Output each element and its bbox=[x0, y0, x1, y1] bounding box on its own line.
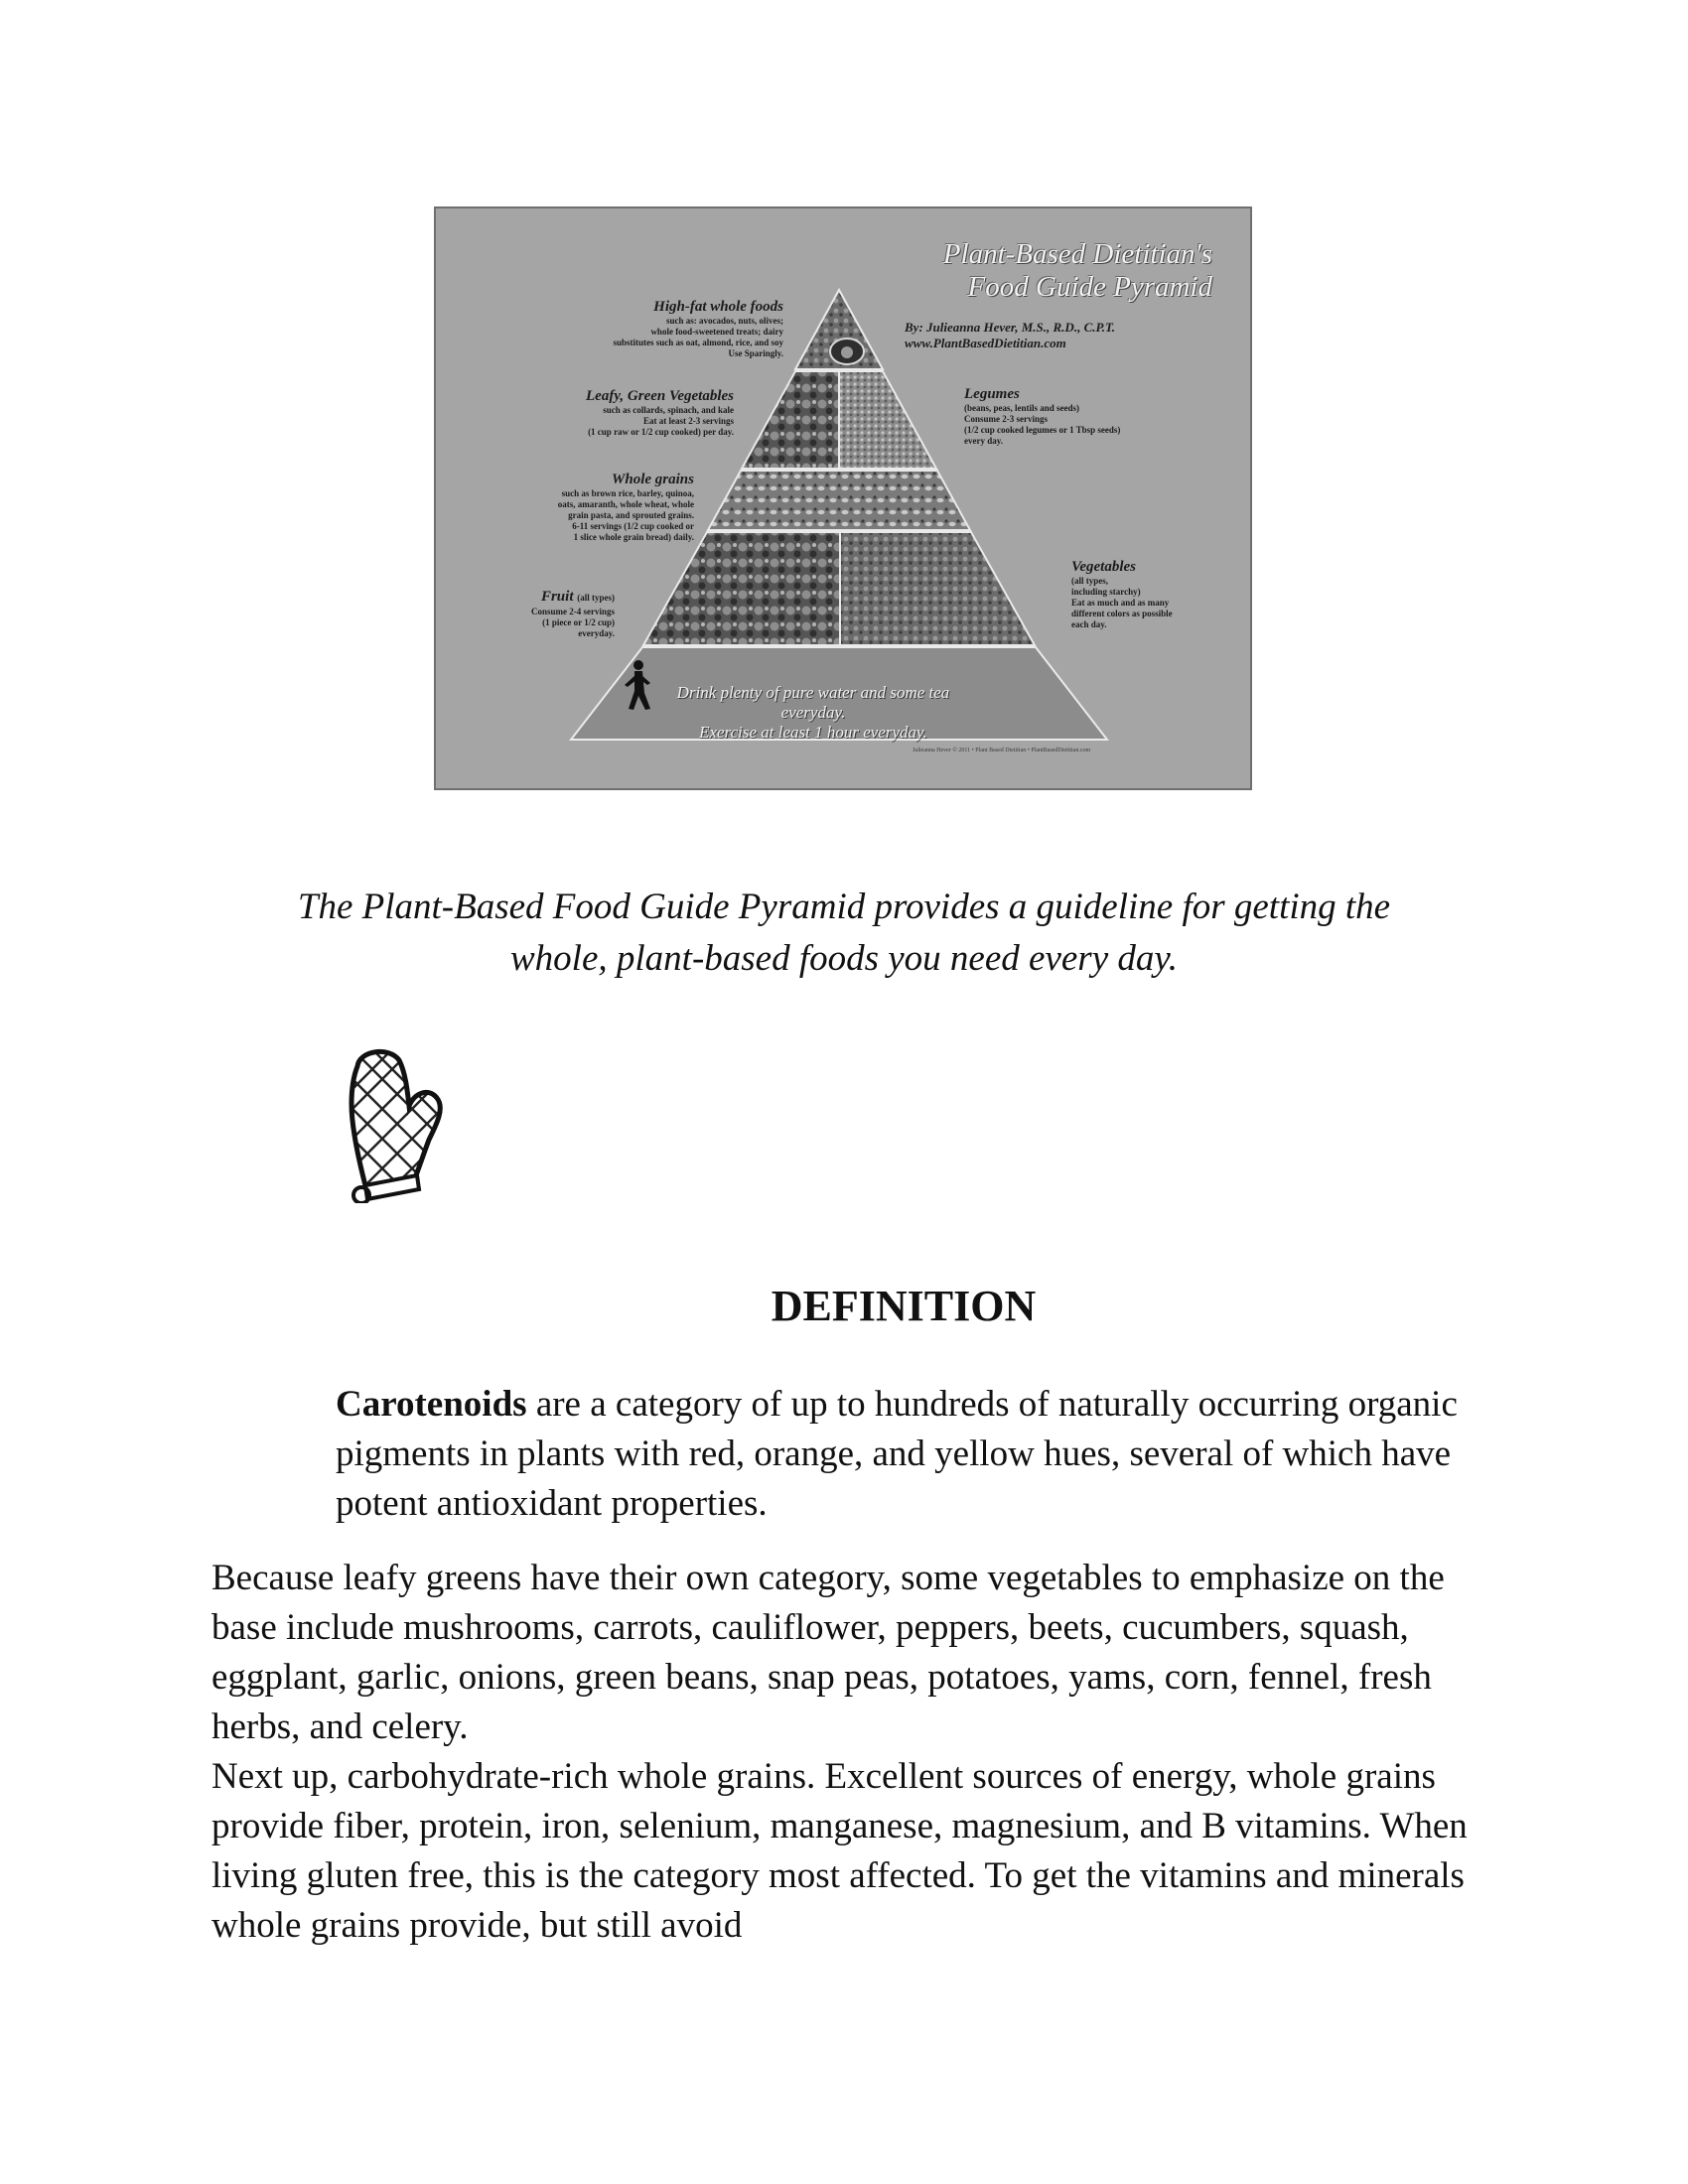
label-leafy-heading: Leafy, Green Vegetables bbox=[586, 388, 734, 404]
label-grains-heading: Whole grains bbox=[612, 472, 694, 487]
label-leafy-line: Eat at least 2-3 servings bbox=[643, 416, 734, 426]
label-grains-line: oats, amaranth, whole wheat, whole bbox=[557, 499, 694, 509]
food-pyramid-figure bbox=[434, 206, 1252, 790]
water-line: Drink plenty of pure water and some tea everyday. bbox=[676, 683, 950, 722]
exercise-line: Exercise at least 1 hour everyday. bbox=[699, 723, 927, 742]
label-grains-line: 6-11 servings (1/2 cup cooked or bbox=[572, 521, 694, 531]
pyramid-tier-leafy-greens bbox=[742, 371, 839, 469]
label-fruit-line: Consume 2-4 servings bbox=[530, 607, 615, 616]
label-leafy-line: (1 cup raw or 1/2 cup cooked) per day. bbox=[588, 427, 734, 437]
label-fruit-heading: Fruit bbox=[540, 589, 574, 605]
body-paragraph: Next up, carbohydrate-rich whole grains. Excellent sources of energy, whole grains provide fiber, protein, iron, selenium, manganese, magnesium, and B vitamins. When living gluten free, this is the category most affected. To get the vitamins and minerals whole grains provide, but still avoid bbox=[211, 1756, 1468, 1946]
label-vegetables-line: including starchy) bbox=[1071, 587, 1141, 597]
definition-term: Carotenoids bbox=[336, 1384, 527, 1425]
pyramid-tier-whole-grains bbox=[708, 471, 970, 530]
label-whole-grains bbox=[456, 471, 694, 543]
caption-line1: The Plant-Based Food Guide Pyramid provides a guideline for getting the bbox=[297, 887, 1391, 927]
body-text bbox=[211, 1554, 1502, 1951]
definition-heading: DEFINITION bbox=[771, 1282, 1037, 1330]
figure-credit: Julieanna Hever © 2011 • Plant Based Dietitian • PlantBasedDietitian.com bbox=[913, 748, 1091, 753]
body-paragraph: Because leafy greens have their own category, some vegetables to emphasize on the base include mushrooms, carrots, cauliflower, peppers, beets, cucumbers, squash, eggplant, garlic, onions, green beans, snap peas, potatoes, yams, corn, fennel, fresh herbs, and celery. bbox=[211, 1558, 1445, 1747]
byline-website: www.PlantBasedDietitian.com bbox=[905, 336, 1066, 350]
pyramid-byline bbox=[905, 320, 1222, 351]
oven-mitt-icon bbox=[338, 1044, 449, 1208]
label-vegetables-line: (all types, bbox=[1071, 576, 1108, 586]
byline-author: By: Julieanna Hever, M.S., R.D., C.P.T. bbox=[905, 320, 1115, 335]
caption-line2: whole, plant-based foods you need every day. bbox=[510, 938, 1178, 979]
label-vegetables-heading: Vegetables bbox=[1071, 559, 1136, 575]
label-fruit-line: (1 piece or 1/2 cup) bbox=[542, 617, 615, 627]
label-high-fat-line: whole food-sweetened treats; dairy bbox=[650, 327, 783, 337]
label-fruit bbox=[456, 588, 615, 639]
label-vegetables-line: different colors as possible bbox=[1071, 609, 1173, 618]
water-exercise-text bbox=[654, 683, 972, 743]
label-legumes-heading: Legumes bbox=[964, 386, 1020, 402]
label-fruit-line: everyday. bbox=[578, 628, 615, 638]
pyramid-tier-vegetables bbox=[840, 532, 1035, 645]
label-high-fat-line: substitutes such as oat, almond, rice, and soy bbox=[613, 338, 783, 347]
label-grains-line: grain pasta, and sprouted grains. bbox=[568, 510, 694, 520]
label-leafy-greens bbox=[456, 387, 734, 438]
label-vegetables-line: Eat as much and as many bbox=[1071, 598, 1170, 608]
figure-caption bbox=[199, 882, 1489, 985]
definition-text bbox=[336, 1380, 1527, 1529]
label-high-fat-line: such as: avocados, nuts, olives; bbox=[665, 316, 783, 326]
pyramid-tier-legumes bbox=[839, 371, 936, 469]
pyramid-tier-fruit bbox=[643, 532, 840, 645]
label-legumes bbox=[964, 385, 1242, 447]
label-fruit-note: (all types) bbox=[577, 593, 615, 603]
label-vegetables bbox=[1071, 558, 1240, 630]
label-grains-line: such as brown rice, barley, quinoa, bbox=[561, 488, 694, 498]
label-legumes-line: every day. bbox=[964, 436, 1003, 446]
label-high-fat-line: Use Sparingly. bbox=[728, 348, 783, 358]
definition-body: are a category of up to hundreds of naturally occurring organic pigments in plants with red, orange, and yellow hues, several of which have potent antioxidant properties. bbox=[336, 1384, 1458, 1524]
label-leafy-line: such as collards, spinach, and kale bbox=[603, 405, 734, 415]
label-high-fat-heading: High-fat whole foods bbox=[653, 299, 783, 315]
pyramid-title-line1: Plant-Based Dietitian's bbox=[942, 238, 1212, 270]
label-grains-line: 1 slice whole grain bread) daily. bbox=[573, 532, 694, 542]
label-legumes-line: (beans, peas, lentils and seeds) bbox=[964, 403, 1080, 413]
pyramid-title-line2: Food Guide Pyramid bbox=[967, 271, 1212, 303]
label-legumes-line: Consume 2-3 servings bbox=[964, 414, 1049, 424]
label-legumes-line: (1/2 cup cooked legumes or 1 Tbsp seeds) bbox=[964, 425, 1121, 435]
label-vegetables-line: each day. bbox=[1071, 619, 1107, 629]
label-high-fat bbox=[456, 298, 783, 359]
pyramid-title bbox=[795, 238, 1212, 304]
